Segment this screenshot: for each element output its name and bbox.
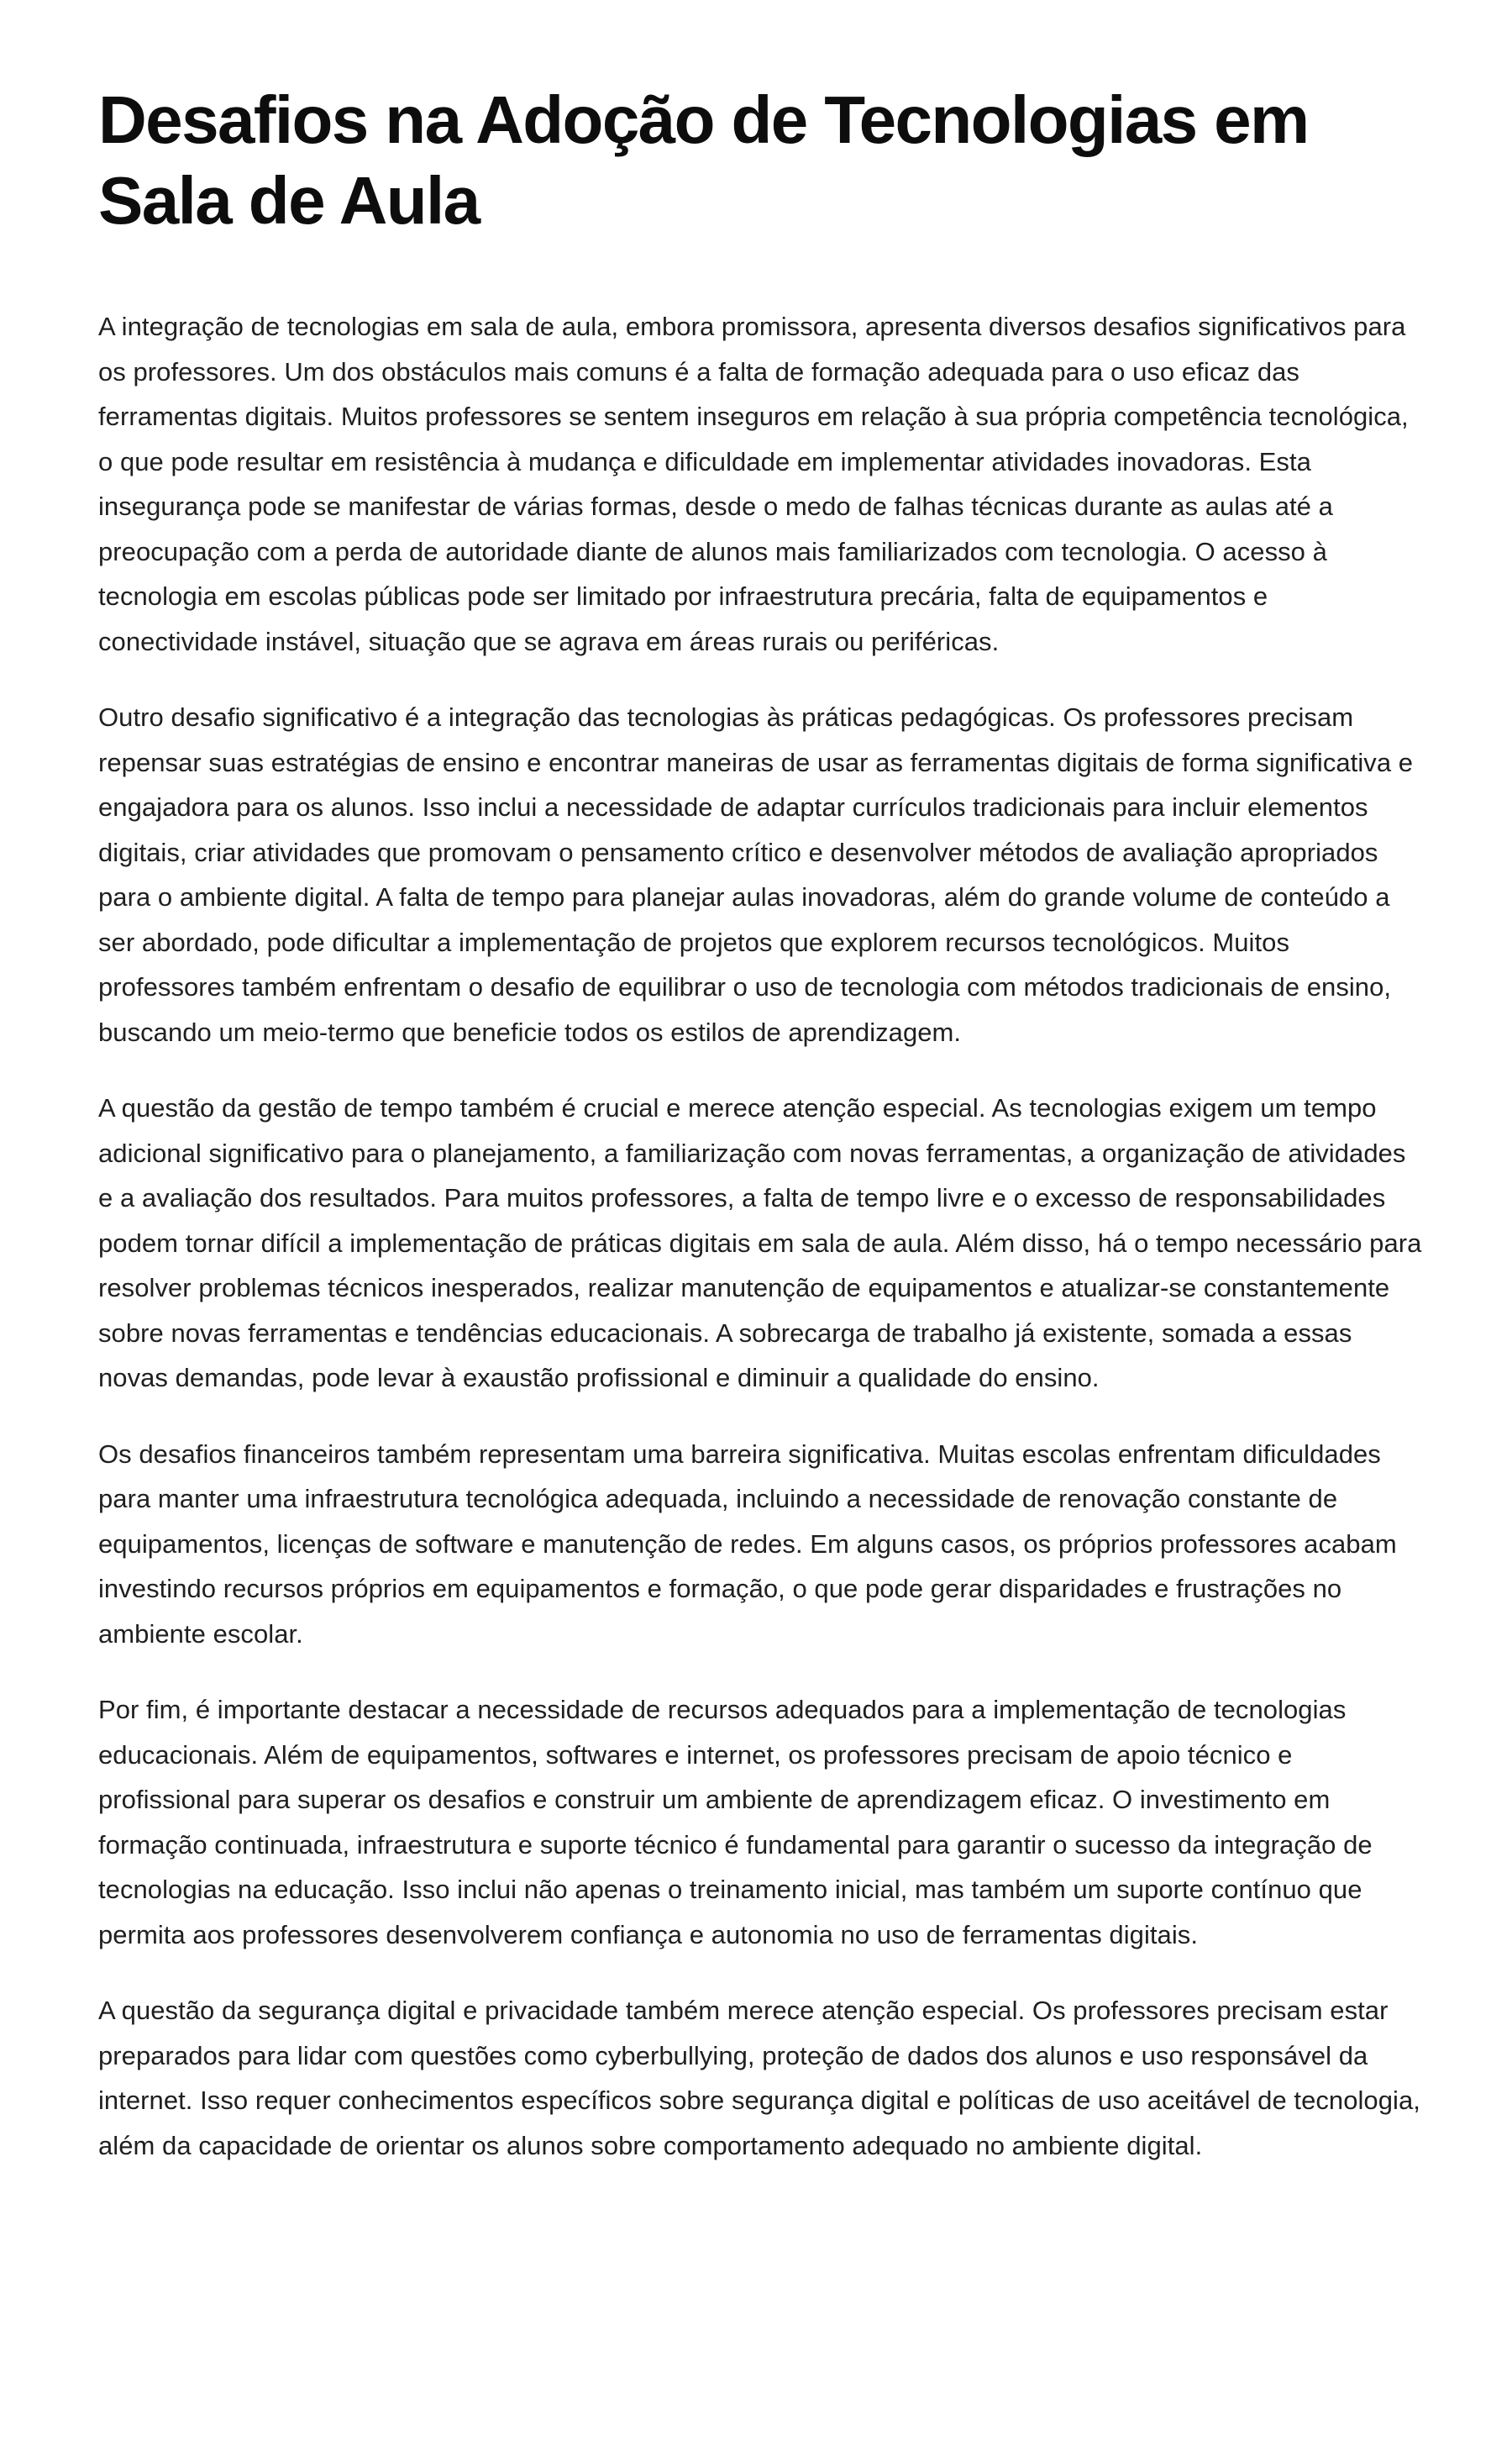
- document-body: [98, 304, 1424, 2168]
- paragraph: Outro desafio significativo é a integração das tecnologias às práticas pedagógicas. Os professores precisam repensar suas estratégias de ensino e encontrar maneiras de usar as ferramentas digitais de forma significativa e engajadora para os alunos. Isso inclui a necessidade de adaptar currículos tradicionais para incluir elementos digitais, criar atividades que promovam o pensamento crítico e desenvolver métodos de avaliação apropriados para o ambiente digital. A falta de tempo para planejar aulas inovadoras, além do grande volume de conteúdo a ser abordado, pode dificultar a implementação de projetos que explorem recursos tecnológicos. Muitos professores também enfrentam o desafio de equilibrar o uso de tecnologia com métodos tradicionais de ensino, buscando um meio-termo que beneficie todos os estilos de aprendizagem.: [98, 702, 1414, 1047]
- paragraph: A questão da gestão de tempo também é crucial e merece atenção especial. As tecnologias exigem um tempo adicional significativo para o planejamento, a familiarização com novas ferramentas, a organização de atividades e a avaliação dos resultados. Para muitos professores, a falta de tempo livre e o excesso de responsabilidades podem tornar difícil a implementação de práticas digitais em sala de aula. Além disso, há o tempo necessário para resolver problemas técnicos inesperados, realizar manutenção de equipamentos e atualizar-se constantemente sobre novas ferramentas e tendências educacionais. A sobrecarga de trabalho já existente, somada a essas novas demandas, pode levar à exaustão profissional e diminuir a qualidade do ensino.: [98, 1093, 1422, 1392]
- paragraph: Por fim, é importante destacar a necessidade de recursos adequados para a implementação de tecnologias educacionais. Além de equipamentos, softwares e internet, os professores precisam de apoio técnico e profissional para superar os desafios e construir um ambiente de aprendizagem eficaz. O investimento em formação continuada, infraestrutura e suporte técnico é fundamental para garantir o sucesso da integração de tecnologias na educação. Isso inclui não apenas o treinamento inicial, mas também um suporte contínuo que permita aos professores desenvolverem confiança e autonomia no uso de ferramentas digitais.: [98, 1695, 1373, 1949]
- paragraph: A integração de tecnologias em sala de aula, embora promissora, apresenta diversos desafios significativos para os professores. Um dos obstáculos mais comuns é a falta de formação adequada para o uso eficaz das ferramentas digitais. Muitos professores se sentem inseguros em relação à sua própria competência tecnológica, o que pode resultar em resistência à mudança e dificuldade em implementar atividades inovadoras. Esta insegurança pode se manifestar de várias formas, desde o medo de falhas técnicas durante as aulas até a preocupação com a perda de autoridade diante de alunos mais familiarizados com tecnologia. O acesso à tecnologia em escolas públicas pode ser limitado por infraestrutura precária, falta de equipamentos e conectividade instável, situação que se agrava em áreas rurais ou periféricas.: [98, 312, 1409, 656]
- document-title: Desafios na Adoção de Tecnologias em Sala de Aula: [98, 82, 1309, 238]
- paragraph: A questão da segurança digital e privacidade também merece atenção especial. Os professores precisam estar preparados para lidar com questões como cyberbullying, proteção de dados dos alunos e uso responsável da internet. Isso requer conhecimentos específicos sobre segurança digital e políticas de uso aceitável de tecnologia, além da capacidade de orientar os alunos sobre comportamento adequado no ambiente digital.: [98, 1996, 1420, 2160]
- paragraph: Os desafios financeiros também representam uma barreira significativa. Muitas escolas enfrentam dificuldades para manter uma infraestrutura tecnológica adequada, incluindo a necessidade de renovação constante de equipamentos, licenças de software e manutenção de redes. Em alguns casos, os próprios professores acabam investindo recursos próprios em equipamentos e formação, o que pode gerar disparidades e frustrações no ambiente escolar.: [98, 1439, 1397, 1649]
